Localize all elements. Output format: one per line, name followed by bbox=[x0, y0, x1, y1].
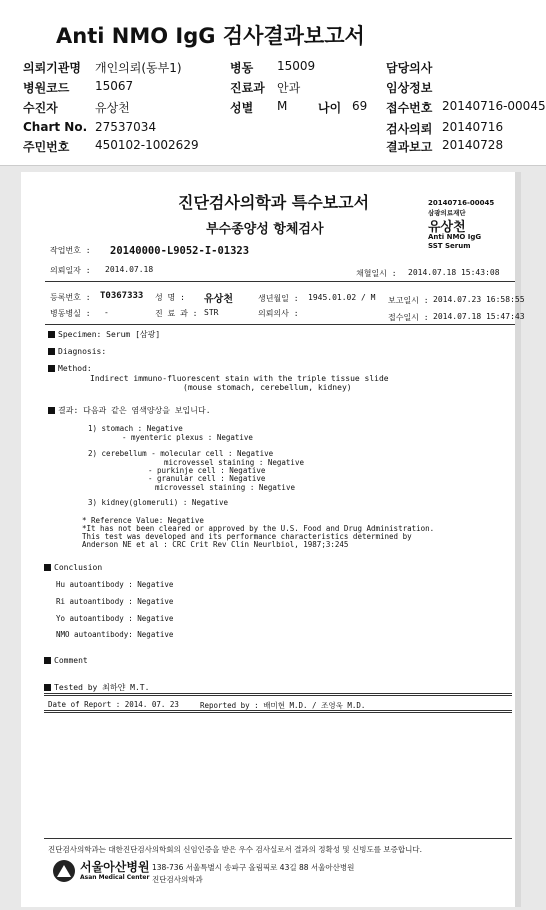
work-no-label: 작업번호 : bbox=[50, 246, 91, 255]
value-accession-no: 20140716-00045 bbox=[442, 99, 546, 113]
divider bbox=[44, 693, 512, 696]
report-date-label: 보고일시 : bbox=[388, 296, 429, 305]
label-attending-doctor: 담당의사 bbox=[386, 61, 433, 75]
value-age: 69 bbox=[352, 99, 368, 113]
receive-time: 2014.07.18 15:47:43 bbox=[433, 312, 525, 321]
receive-label: 접수일시 : bbox=[388, 313, 429, 322]
result-granular-microvessel: microvessel staining : Negative bbox=[155, 483, 295, 492]
method-text-1: Indirect immuno-fluorescent stain with the triple tissue slide bbox=[90, 374, 389, 383]
work-no: 20140000-L9052-I-01323 bbox=[110, 245, 250, 257]
label-clinical-info: 임상정보 bbox=[386, 81, 433, 95]
divider bbox=[44, 710, 512, 713]
stamp-org: 삼광의료재단 bbox=[428, 209, 466, 217]
stamp-date: 20140716-00045 bbox=[428, 199, 495, 207]
reference-value: * Reference Value: Negative bbox=[82, 516, 204, 525]
value-hospital-code: 15067 bbox=[95, 79, 134, 93]
report-date: 2014.07.23 16:58:55 bbox=[433, 295, 525, 304]
test-development-note: This test was developed and its performance characteristics determined by bbox=[82, 532, 412, 541]
result-stomach: 1) stomach : Negative bbox=[88, 424, 183, 433]
result-purkinje: - purkinje cell : Negative bbox=[148, 466, 266, 475]
result-myenteric: - myenteric plexus : Negative bbox=[122, 433, 253, 442]
value-resident-no: 450102-1002629 bbox=[95, 138, 199, 152]
value-result-report-date: 20140728 bbox=[442, 138, 504, 152]
label-ward: 병동 bbox=[230, 61, 254, 75]
divider bbox=[45, 324, 515, 325]
name-label: 성 명 : bbox=[155, 293, 185, 302]
page-title: Anti NMO IgG 검사결과보고서 bbox=[56, 24, 365, 48]
dob: 1945.01.02 / M bbox=[308, 293, 376, 302]
method-text-2: (mouse stomach, cerebellum, kidney) bbox=[183, 383, 352, 392]
result-cerebellum-microvessel: microvessel staining : Negative bbox=[164, 458, 304, 467]
patient-name: 유상천 bbox=[204, 294, 233, 305]
accreditation-note: 진단검사의학과는 대한진단검사의학회의 신임인증을 받은 우수 검사실로서 결과의 정확성 및 신빙도를 보증합니다. bbox=[48, 845, 422, 854]
divider bbox=[44, 838, 512, 839]
ward: - bbox=[104, 308, 109, 317]
result-kidney: 3) kidney(glomeruli) : Negative bbox=[88, 498, 228, 507]
report-subtitle: 부수종양성 항체검사 bbox=[206, 222, 324, 237]
citation: Anderson NE et al : CRC Crit Rev Clin Neurlbiol, 1987;3:245 bbox=[82, 540, 349, 549]
method-line: Method: bbox=[48, 364, 92, 373]
hospital-address: 138-736 서울특별시 송파구 올림픽로 43길 88 서울아산병원 bbox=[152, 863, 355, 872]
reported-by: Reported by : 배미현 M.D. / 조영욱 M.D. bbox=[200, 701, 366, 710]
specimen-line: Specimen: Serum [삼광] bbox=[48, 329, 160, 340]
value-requesting-institution: 개인의뢰(동부1) bbox=[95, 61, 182, 75]
tested-by: Tested by 최하얀 M.T. bbox=[44, 682, 149, 693]
stamp-specimen: SST Serum bbox=[428, 242, 471, 250]
report-header bbox=[0, 0, 546, 166]
comment-heading: Comment bbox=[44, 656, 88, 665]
label-patient: 수진자 bbox=[23, 101, 58, 115]
value-test-request-date: 20140716 bbox=[442, 120, 504, 134]
hospital-name-en: Asan Medical Center bbox=[80, 874, 150, 881]
dept-label: 진 료 과 : bbox=[155, 309, 198, 318]
hospital-name-kr: 서울아산병원 bbox=[80, 860, 150, 874]
request-date: 2014.07.18 bbox=[105, 265, 154, 274]
value-patient: 유상천 bbox=[95, 101, 130, 115]
result-granular: - granular cell : Negative bbox=[148, 474, 266, 483]
conclusion-heading: Conclusion bbox=[44, 563, 102, 572]
label-accession-no: 접수번호 bbox=[386, 101, 433, 115]
conclusion-nmo: NMO autoantibody: Negative bbox=[56, 630, 174, 639]
value-chart-no: 27537034 bbox=[95, 120, 157, 134]
ward-label: 병동병실 : bbox=[50, 309, 91, 318]
doctor-label: 의뢰의사 : bbox=[258, 309, 299, 318]
label-resident-no: 주민번호 bbox=[23, 140, 70, 154]
conclusion-hu: Hu autoantibody : Negative bbox=[56, 580, 174, 589]
request-date-label: 의뢰일자 : bbox=[50, 266, 91, 275]
fda-disclaimer: *It has not been cleared or approved by the U.S. Food and Drug Administration. bbox=[82, 524, 435, 533]
label-department: 진료과 bbox=[230, 81, 265, 95]
diagnosis-line: Diagnosis: bbox=[48, 347, 106, 356]
stamp-name: 유상천 bbox=[428, 220, 466, 235]
value-sex: M bbox=[277, 99, 288, 113]
dob-label: 생년월일 : bbox=[258, 294, 299, 303]
conclusion-ri: Ri autoantibody : Negative bbox=[56, 597, 174, 606]
label-chart-no: Chart No. bbox=[23, 120, 88, 134]
reg-no: T0367333 bbox=[100, 291, 144, 301]
result-cerebellum: 2) cerebellum - molecular cell : Negative bbox=[88, 449, 274, 458]
conclusion-yo: Yo autoantibody : Negative bbox=[56, 614, 174, 623]
footer-department: 진단검사의학과 bbox=[152, 875, 203, 884]
value-ward: 15009 bbox=[277, 59, 316, 73]
label-test-request-date: 검사의뢰 bbox=[386, 122, 433, 136]
scan-edge bbox=[515, 172, 521, 907]
stamp-test: Anti NMO IgG bbox=[428, 233, 482, 241]
collect-label: 채혈일시 : bbox=[356, 269, 397, 278]
result-heading: 결과: 다음과 같은 염색양상을 보입니다. bbox=[48, 405, 211, 416]
label-requesting-institution: 의뢰기관명 bbox=[23, 61, 81, 75]
label-age: 나이 bbox=[318, 101, 342, 115]
label-hospital-code: 병원코드 bbox=[23, 81, 70, 95]
label-result-report-date: 결과보고 bbox=[386, 140, 433, 154]
label-sex: 성별 bbox=[230, 101, 254, 115]
reg-no-label: 등록번호 : bbox=[50, 293, 91, 302]
value-department: 안과 bbox=[277, 81, 301, 95]
date-of-report: Date of Report : 2014. 07. 23 bbox=[48, 700, 179, 709]
collect-time: 2014.07.18 15:43:08 bbox=[408, 268, 500, 277]
dept: STR bbox=[204, 308, 219, 317]
divider bbox=[45, 281, 515, 282]
report-title: 진단검사의학과 특수보고서 bbox=[178, 193, 370, 212]
